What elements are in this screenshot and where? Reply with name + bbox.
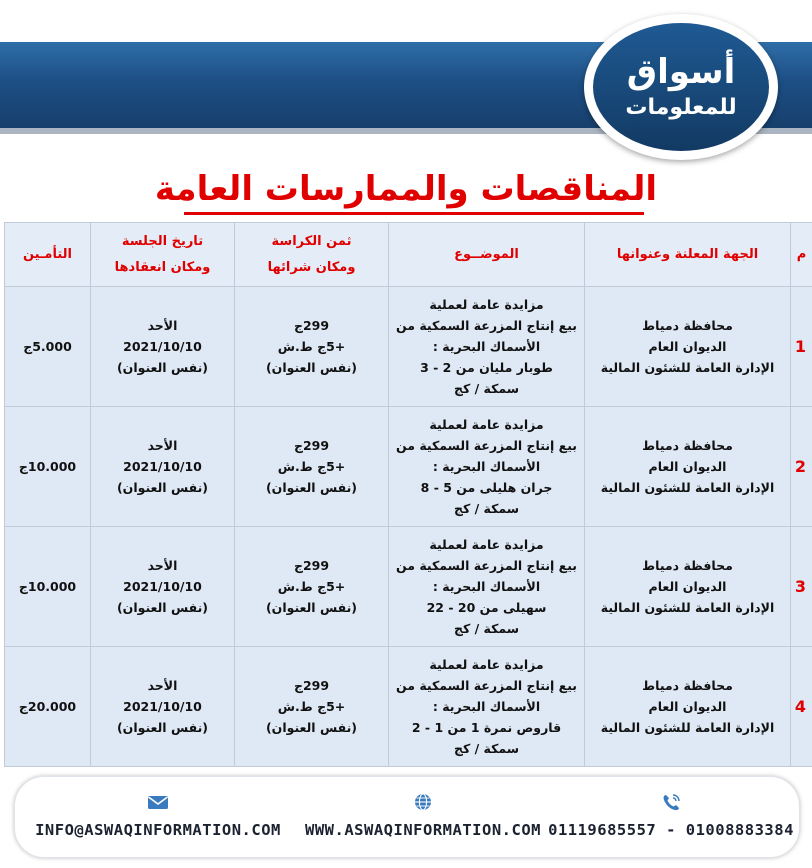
date-line: 2021/10/10 <box>123 339 202 354</box>
insurance-cell: 5.000ج <box>5 287 91 407</box>
header-subject: الموضــوع <box>389 223 585 287</box>
session-date-cell <box>91 527 235 647</box>
subject-line: مزايدة عامة لعملية <box>429 297 544 312</box>
date-line: 2021/10/10 <box>123 699 202 714</box>
phone-icon <box>660 793 682 811</box>
date-line: (نفس العنوان) <box>116 600 209 615</box>
price-line: 299ج <box>293 438 330 453</box>
price-cell <box>235 647 389 767</box>
entity-line: الديوان العام <box>648 699 727 714</box>
logo-line1: أسواق <box>626 52 736 92</box>
subject-line: جران هليلى من 5 - 8 <box>420 480 553 495</box>
phone-numbers: 01119685557 - 01008883384 <box>548 821 794 839</box>
session-date-cell <box>91 407 235 527</box>
logo-line2: للمعلومات <box>625 95 737 120</box>
header-entity: الجهة المعلنة وعنوانها <box>585 223 791 287</box>
price-line: 299ج <box>293 318 330 333</box>
logo-badge <box>593 23 769 151</box>
table-header-row <box>5 223 812 287</box>
row-number: 2 <box>791 407 812 527</box>
envelope-icon <box>147 793 169 811</box>
subject-line: قاروص نمرة 1 من 1 - 2 <box>411 720 562 735</box>
table-row <box>5 287 812 407</box>
session-date-cell <box>91 647 235 767</box>
footer-email <box>33 777 283 859</box>
date-line: الأحد <box>147 438 178 453</box>
subject-line: مزايدة عامة لعملية <box>429 417 544 432</box>
table-row <box>5 407 812 527</box>
subject-line: طوبار مليان من 2 - 3 <box>420 360 553 375</box>
header-date-line1: تاريخ الجلسة <box>121 233 204 249</box>
subject-cell <box>389 527 585 647</box>
price-line: 299ج <box>293 558 330 573</box>
logo <box>584 14 778 160</box>
subject-line: الأسماك البحرية : <box>432 579 541 594</box>
entity-line: الإدارة العامة للشئون المالية <box>600 360 775 375</box>
header-price <box>235 223 389 287</box>
date-line: 2021/10/10 <box>123 579 202 594</box>
entity-line: الديوان العام <box>648 579 727 594</box>
subject-line: سمكة / كج <box>453 741 520 756</box>
subject-line: الأسماك البحرية : <box>432 459 541 474</box>
subject-cell <box>389 647 585 767</box>
row-number: 4 <box>791 647 812 767</box>
subject-line: بيع إنتاج المزرعة السمكية من <box>396 558 577 573</box>
entity-line: محافظة دمياط <box>642 318 733 333</box>
session-date-cell <box>91 287 235 407</box>
date-line: (نفس العنوان) <box>116 360 209 375</box>
row-number: 3 <box>791 527 812 647</box>
date-line: 2021/10/10 <box>123 459 202 474</box>
tenders-table <box>4 222 812 767</box>
website-link[interactable]: WWW.ASWAQINFORMATION.COM <box>305 821 541 839</box>
price-line: 299ج <box>293 678 330 693</box>
table-row <box>5 527 812 647</box>
footer-contact-bar <box>14 776 800 858</box>
header-band <box>0 0 812 165</box>
price-line: +5ج ط.ش <box>277 699 346 714</box>
header-price-line1: ثمن الكراسة <box>271 233 352 249</box>
subject-line: بيع إنتاج المزرعة السمكية من <box>396 318 577 333</box>
page-title: المناقصات والممارسات العامة <box>154 169 658 209</box>
tenders-table-wrapper <box>4 222 812 767</box>
email-link[interactable]: INFO@ASWAQINFORMATION.COM <box>35 821 281 839</box>
entity-line: الإدارة العامة للشئون المالية <box>600 600 775 615</box>
header-date <box>91 223 235 287</box>
insurance-cell: 10.000ج <box>5 527 91 647</box>
insurance-cell: 20.000ج <box>5 647 91 767</box>
subject-line: الأسماك البحرية : <box>432 699 541 714</box>
header-price-line2: ومكان شرائها <box>267 259 356 275</box>
entity-line: الديوان العام <box>648 339 727 354</box>
price-line: (نفس العنوان) <box>265 360 358 375</box>
insurance-cell: 10.000ج <box>5 407 91 527</box>
price-line: +5ج ط.ش <box>277 579 346 594</box>
date-line: الأحد <box>147 318 178 333</box>
price-cell <box>235 287 389 407</box>
entity-line: محافظة دمياط <box>642 678 733 693</box>
entity-cell <box>585 527 791 647</box>
row-number: 1 <box>791 287 812 407</box>
date-line: (نفس العنوان) <box>116 720 209 735</box>
title-underline <box>184 212 644 215</box>
date-line: (نفس العنوان) <box>116 480 209 495</box>
price-line: +5ج ط.ش <box>277 459 346 474</box>
footer-website <box>303 777 543 859</box>
subject-line: سمكة / كج <box>453 621 520 636</box>
subject-cell <box>389 407 585 527</box>
subject-line: مزايدة عامة لعملية <box>429 657 544 672</box>
entity-line: محافظة دمياط <box>642 558 733 573</box>
header-date-line2: ومكان انعقادها <box>114 259 211 275</box>
subject-line: سمكة / كج <box>453 381 520 396</box>
entity-line: الديوان العام <box>648 459 727 474</box>
footer-phone <box>548 777 794 859</box>
date-line: الأحد <box>147 678 178 693</box>
price-line: +5ج ط.ش <box>277 339 346 354</box>
price-line: (نفس العنوان) <box>265 720 358 735</box>
entity-cell <box>585 647 791 767</box>
subject-line: الأسماك البحرية : <box>432 339 541 354</box>
date-line: الأحد <box>147 558 178 573</box>
subject-line: سمكة / كج <box>453 501 520 516</box>
entity-cell <box>585 287 791 407</box>
subject-line: بيع إنتاج المزرعة السمكية من <box>396 438 577 453</box>
header-insurance: التأمـين <box>5 223 91 287</box>
subject-line: مزايدة عامة لعملية <box>429 537 544 552</box>
price-line: (نفس العنوان) <box>265 600 358 615</box>
table-row <box>5 647 812 767</box>
price-line: (نفس العنوان) <box>265 480 358 495</box>
entity-line: محافظة دمياط <box>642 438 733 453</box>
subject-cell <box>389 287 585 407</box>
price-cell <box>235 527 389 647</box>
subject-line: سهيلى من 20 - 22 <box>426 600 547 615</box>
globe-icon <box>412 793 434 811</box>
price-cell <box>235 407 389 527</box>
subject-line: بيع إنتاج المزرعة السمكية من <box>396 678 577 693</box>
entity-line: الإدارة العامة للشئون المالية <box>600 480 775 495</box>
entity-line: الإدارة العامة للشئون المالية <box>600 720 775 735</box>
entity-cell <box>585 407 791 527</box>
table-body <box>5 287 812 767</box>
header-num: م <box>791 223 812 287</box>
